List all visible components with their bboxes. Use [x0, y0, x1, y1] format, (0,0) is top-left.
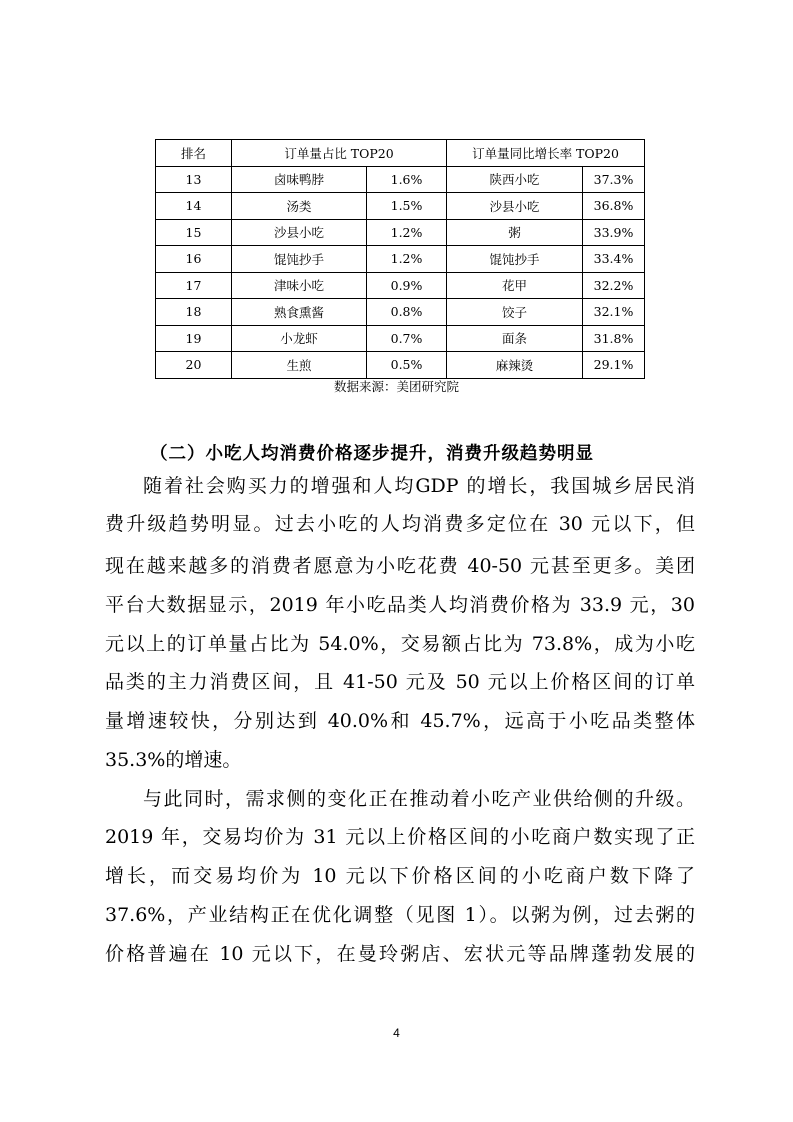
- row-rank: 15: [156, 219, 232, 246]
- row-growth-value: 31.8%: [583, 325, 645, 352]
- row-share-value: 0.5%: [367, 352, 447, 379]
- row-rank: 16: [156, 246, 232, 273]
- row-share-value: 1.5%: [367, 193, 447, 220]
- row-share-name: 生煎: [232, 352, 367, 379]
- row-share-value: 0.8%: [367, 299, 447, 326]
- row-rank: 13: [156, 166, 232, 193]
- row-growth-name: 陕西小吃: [447, 166, 583, 193]
- paragraph-1-line: 费升级趋势明显。过去小吃的人均消费多定位在 30 元以下，但: [105, 513, 695, 535]
- row-rank: 19: [156, 325, 232, 352]
- row-share-value: 0.7%: [367, 325, 447, 352]
- row-share-value: 1.2%: [367, 246, 447, 273]
- table-body: [156, 166, 645, 378]
- row-share-name: 熟食熏酱: [232, 299, 367, 326]
- paragraph-2-line: 与此同时，需求侧的变化正在推动着小吃产业供给侧的升级。: [143, 788, 695, 810]
- paragraph-1-line: 现在越来越多的消费者愿意为小吃花费 40-50 元甚至更多。美团: [105, 555, 695, 577]
- row-rank: 17: [156, 272, 232, 299]
- paragraph-2-line: 2019 年，交易均价为 31 元以上价格区间的小吃商户数实现了正: [105, 826, 695, 848]
- paragraph-1-line: 平台大数据显示，2019 年小吃品类人均消费价格为 33.9 元，30: [105, 594, 695, 616]
- table-row: [156, 325, 645, 352]
- row-share-value: 1.2%: [367, 219, 447, 246]
- row-growth-name: 面条: [447, 325, 583, 352]
- section-heading: （二）小吃人均消费价格逐步提升，消费升级趋势明显: [150, 444, 594, 464]
- paragraph-1-line: 随着社会购买力的增强和人均GDP 的增长，我国城乡居民消: [143, 475, 695, 497]
- row-share-value: 0.9%: [367, 272, 447, 299]
- row-growth-name: 馄饨抄手: [447, 246, 583, 273]
- row-growth-value: 33.4%: [583, 246, 645, 273]
- row-growth-value: 32.1%: [583, 299, 645, 326]
- paragraph-1-line: 量增速较快，分别达到 40.0%和 45.7%，远高于小吃品类整体: [105, 710, 695, 732]
- data-source-caption: 数据来源：美团研究院: [333, 379, 459, 394]
- table-row: [156, 166, 645, 193]
- row-growth-name: 粥: [447, 219, 583, 246]
- row-growth-name: 饺子: [447, 299, 583, 326]
- header-order-growth: 订单量同比增长率 TOP20: [447, 140, 645, 167]
- row-growth-value: 32.2%: [583, 272, 645, 299]
- row-rank: 14: [156, 193, 232, 220]
- row-growth-value: 36.8%: [583, 193, 645, 220]
- row-growth-value: 29.1%: [583, 352, 645, 379]
- row-share-name: 卤味鸭脖: [232, 166, 367, 193]
- paragraph-2-line: 增长，而交易均价为 10 元以下价格区间的小吃商户数下降了: [105, 865, 695, 887]
- row-growth-name: 沙县小吃: [447, 193, 583, 220]
- table-row: [156, 246, 645, 273]
- table-header-row: [156, 140, 645, 167]
- table-row: [156, 272, 645, 299]
- row-share-name: 汤类: [232, 193, 367, 220]
- row-share-name: 津味小吃: [232, 272, 367, 299]
- paragraph-1-line: 元以上的订单量占比为 54.0%，交易额占比为 73.8%，成为小吃: [105, 633, 695, 655]
- row-growth-value: 37.3%: [583, 166, 645, 193]
- row-share-name: 小龙虾: [232, 325, 367, 352]
- row-share-name: 馄饨抄手: [232, 246, 367, 273]
- row-growth-name: 麻辣烫: [447, 352, 583, 379]
- header-order-share: 订单量占比 TOP20: [232, 140, 447, 167]
- table-row: [156, 193, 645, 220]
- paragraph-2-line: 价格普遍在 10 元以下，在曼玲粥店、宏状元等品牌蓬勃发展的: [105, 943, 695, 965]
- page-number: 4: [393, 1026, 400, 1040]
- row-rank: 20: [156, 352, 232, 379]
- ranking-table: [155, 139, 645, 379]
- row-share-name: 沙县小吃: [232, 219, 367, 246]
- row-share-value: 1.6%: [367, 166, 447, 193]
- paragraph-1-line: 品类的主力消费区间，且 41-50 元及 50 元以上价格区间的订单: [105, 671, 695, 693]
- row-rank: 18: [156, 299, 232, 326]
- table-row: [156, 352, 645, 379]
- header-rank: 排名: [156, 140, 232, 167]
- table-row: [156, 219, 645, 246]
- paragraph-2-line: 37.6%，产业结构正在优化调整（见图 1）。以粥为例，过去粥的: [105, 904, 695, 926]
- row-growth-name: 花甲: [447, 272, 583, 299]
- table-row: [156, 299, 645, 326]
- row-growth-value: 33.9%: [583, 219, 645, 246]
- paragraph-1-line: 35.3%的增速。: [105, 749, 242, 771]
